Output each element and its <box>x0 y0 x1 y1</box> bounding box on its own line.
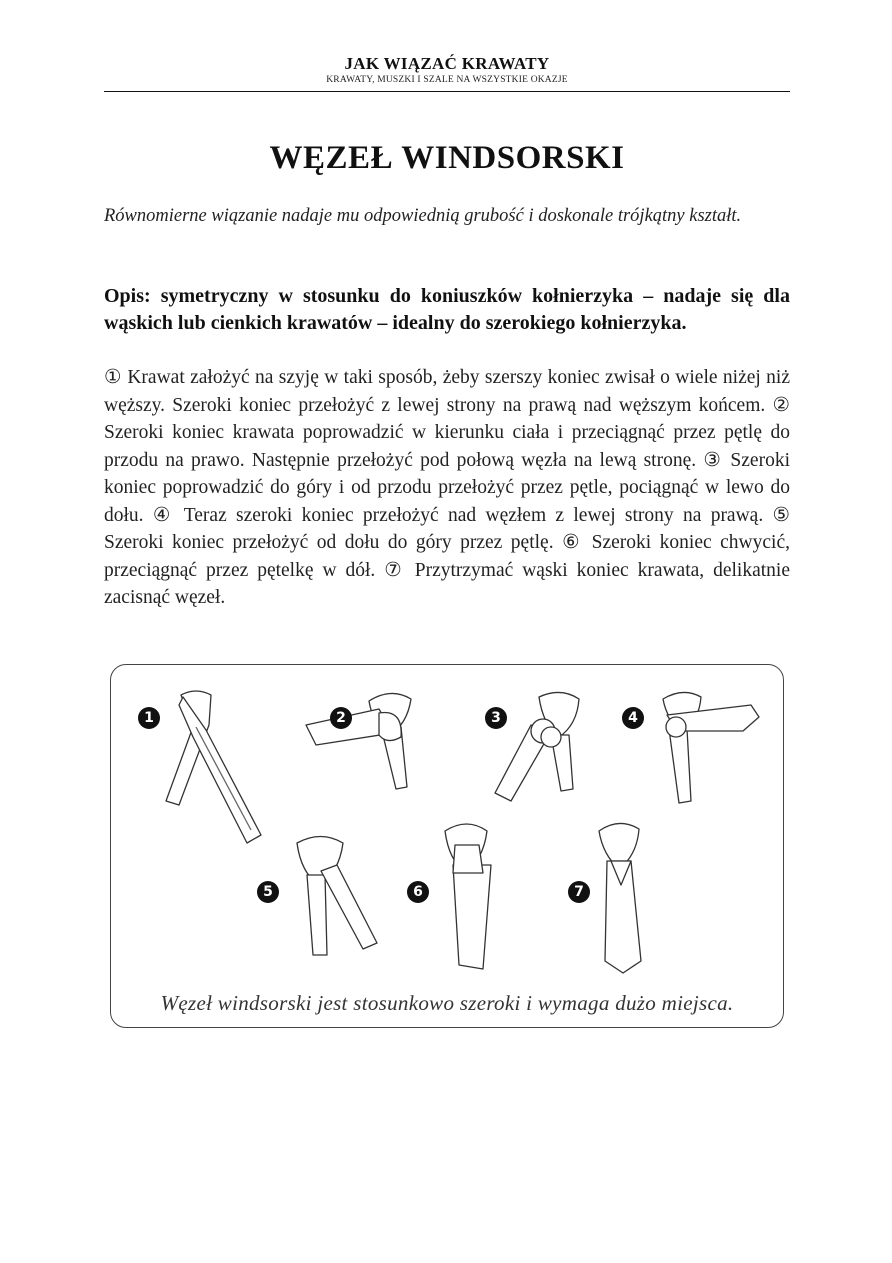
description-paragraph: Opis: symetryczny w stosunku do koniuszków kołnierzyka – nadaje się dla wąskich lub cienkich krawatów – idealny do szerokiego kołnierzyka. <box>104 285 790 334</box>
step-marker-6: 6 <box>407 881 429 903</box>
tie-step-4-drawing <box>663 692 759 803</box>
step-marker-1: 1 <box>138 707 160 729</box>
step-marker-2: 2 <box>330 707 352 729</box>
tie-steps-drawing <box>111 665 783 1027</box>
tie-step-2-drawing <box>306 693 411 789</box>
tie-step-6-drawing <box>445 824 491 969</box>
tie-step-3-drawing <box>495 692 579 801</box>
lead-paragraph: Równomierne wiązanie nadaje mu odpowiednią grubość i doskonale trójkątny kształt. <box>104 206 742 226</box>
tie-step-7-drawing <box>599 823 641 973</box>
running-header-title: JAK WIĄZAĆ KRAWATY <box>344 54 550 73</box>
step-marker-7: 7 <box>568 881 590 903</box>
figure-caption: Węzeł windsorski jest stosunkowo szeroki i wymaga dużo miejsca. <box>160 991 734 1015</box>
step-marker-5: 5 <box>257 881 279 903</box>
header-rule <box>104 91 790 92</box>
instructions-paragraph: ① Krawat założyć na szyję w taki sposób, żeby szerszy koniec zwisał o wiele niżej niż węższy. Szeroki koniec przełożyć z lewej strony na prawą nad węższym końcem. ② Szeroki koniec krawata poprowadzić w kierunku ciała i przeciągnąć przez pętlę do przodu na prawo. Następnie przełożyć pod połową węzła na lewą stronę. ③ Szeroki koniec poprowadzić do góry i od przodu przełożyć przez pętle, pociągnąć w lewo do dołu. ④ Teraz szeroki koniec przełożyć nad węzłem z lewej strony na prawą. ⑤ Szeroki koniec przełożyć od dołu do góry przez pętlę. ⑥ Szeroki koniec chwycić, przeciągnąć przez pętelkę w dół. ⑦ Przytrzymać wąski koniec krawata, delikatnie zacisnąć węzeł. <box>104 367 790 608</box>
tie-step-1-drawing <box>166 691 261 843</box>
page-title: WĘZEŁ WINDSORSKI <box>269 140 625 176</box>
tie-illustration-figure <box>110 664 784 1028</box>
running-header <box>104 54 790 86</box>
step-marker-4: 4 <box>622 707 644 729</box>
tie-step-5-drawing <box>297 837 377 956</box>
step-marker-3: 3 <box>485 707 507 729</box>
running-header-subtitle: KRAWATY, MUSZKI I SZALE NA WSZYSTKIE OKAZJE <box>326 75 568 85</box>
